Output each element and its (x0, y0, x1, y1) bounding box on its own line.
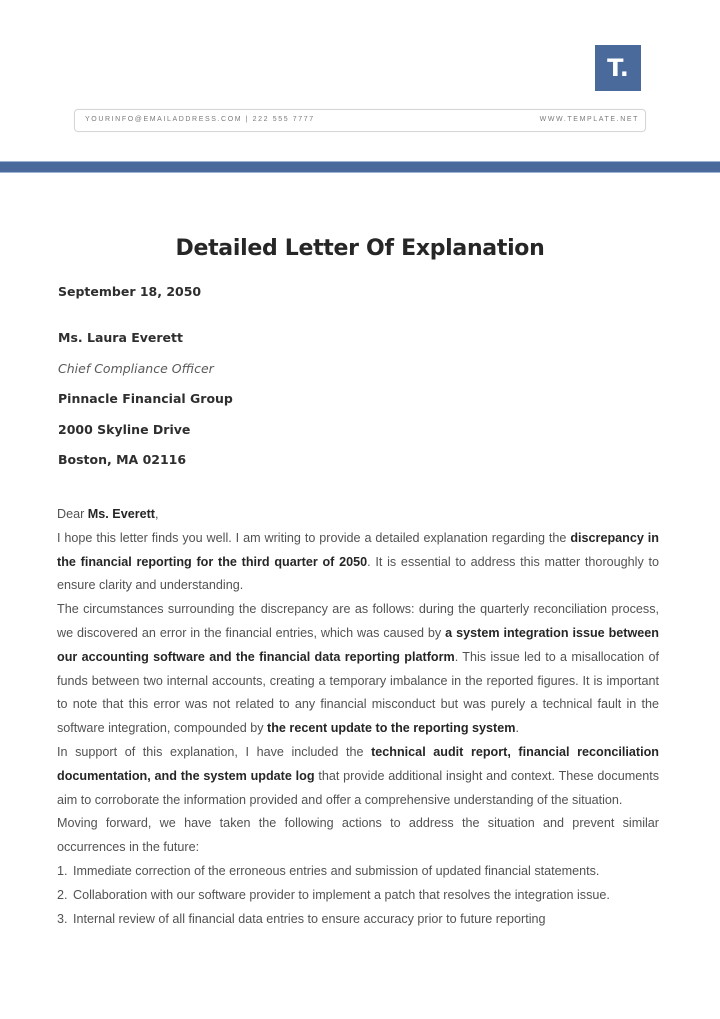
header-divider-stripe (0, 161, 720, 173)
paragraph-emphasis: the recent update to the reporting system (267, 721, 516, 736)
paragraph-emphasis: technical audit report, financial reconciliation documentation, and the system update log (57, 744, 659, 783)
paragraph-intro (57, 527, 659, 598)
list-item-text: Collaboration with our software provider to implement a patch that resolves the integration issue. (73, 887, 610, 902)
letter-title: Detailed Letter Of Explanation (175, 236, 545, 261)
recipient-company: Pinnacle Financial Group (58, 391, 233, 406)
list-item-number: 1. (57, 863, 68, 878)
paragraph-text: The circumstances surrounding the discrepancy are as follows: during the quarterly reconciliation process, we discovered an error in the financial entries, which was caused by (57, 602, 659, 640)
salutation (57, 503, 659, 527)
paragraph-emphasis: discrepancy in the financial reporting for the third quarter of 2050 (57, 530, 659, 569)
salutation-prefix: Dear (57, 507, 88, 521)
salutation-name: Ms. Everett (87, 507, 155, 521)
contact-bar (74, 109, 646, 132)
letter-date: September 18, 2050 (58, 284, 202, 299)
contact-info: YOURINFO@EMAILADDRESS.COM | 222 555 7777 (85, 116, 315, 123)
recipient-name: Ms. Laura Everett (58, 330, 183, 345)
logo-text: T. (607, 54, 629, 82)
paragraph-text: . This issue led to a misallocation of funds between two internal accounts, creating a temporary imbalance in the reported figures. It is important to note that this error was not related to any financial misconduct but was purely a technical fault in the software integration, compounded by (57, 649, 659, 736)
paragraph-text: that provide additional insight and context. These documents aim to corroborate the information provided and offer a comprehensive understanding of the situation. (57, 768, 659, 807)
actions-list (57, 860, 659, 931)
list-item (57, 884, 659, 908)
website-link[interactable]: WWW.TEMPLATE.NET (539, 116, 639, 123)
paragraph-text: I hope this letter finds you well. I am writing to provide a detailed explanation regarding the (57, 530, 571, 545)
paragraph-emphasis: a system integration issue between our accounting software and the financial data reporting platform (57, 625, 659, 664)
paragraph-support (57, 741, 659, 812)
paragraph-text: In support of this explanation, I have included the (57, 744, 372, 759)
recipient-street: 2000 Skyline Drive (58, 421, 191, 437)
list-item-text: Immediate correction of the erroneous entries and submission of updated financial statements. (73, 863, 600, 878)
recipient-position: Chief Compliance Officer (58, 360, 214, 376)
list-item-text: Internal review of all financial data entries to ensure accuracy prior to future reporting (73, 911, 546, 926)
recipient-city: Boston, MA 02116 (58, 452, 187, 467)
paragraph-actions-intro: Moving forward, we have taken the following actions to address the situation and prevent similar occurrences in the future: (57, 816, 659, 855)
list-item-number: 2. (57, 887, 68, 902)
brand-logo (595, 45, 641, 91)
paragraph-circumstances (57, 598, 659, 741)
paragraph-text: . It is essential to address this matter thoroughly to ensure clarity and understanding. (57, 554, 659, 593)
list-item-number: 3. (57, 911, 68, 926)
letter-body (57, 503, 659, 931)
list-item (57, 860, 659, 884)
paragraph-text: . (515, 721, 519, 736)
list-item (57, 908, 659, 932)
salutation-suffix: , (155, 507, 159, 521)
recipient-block (58, 330, 233, 483)
